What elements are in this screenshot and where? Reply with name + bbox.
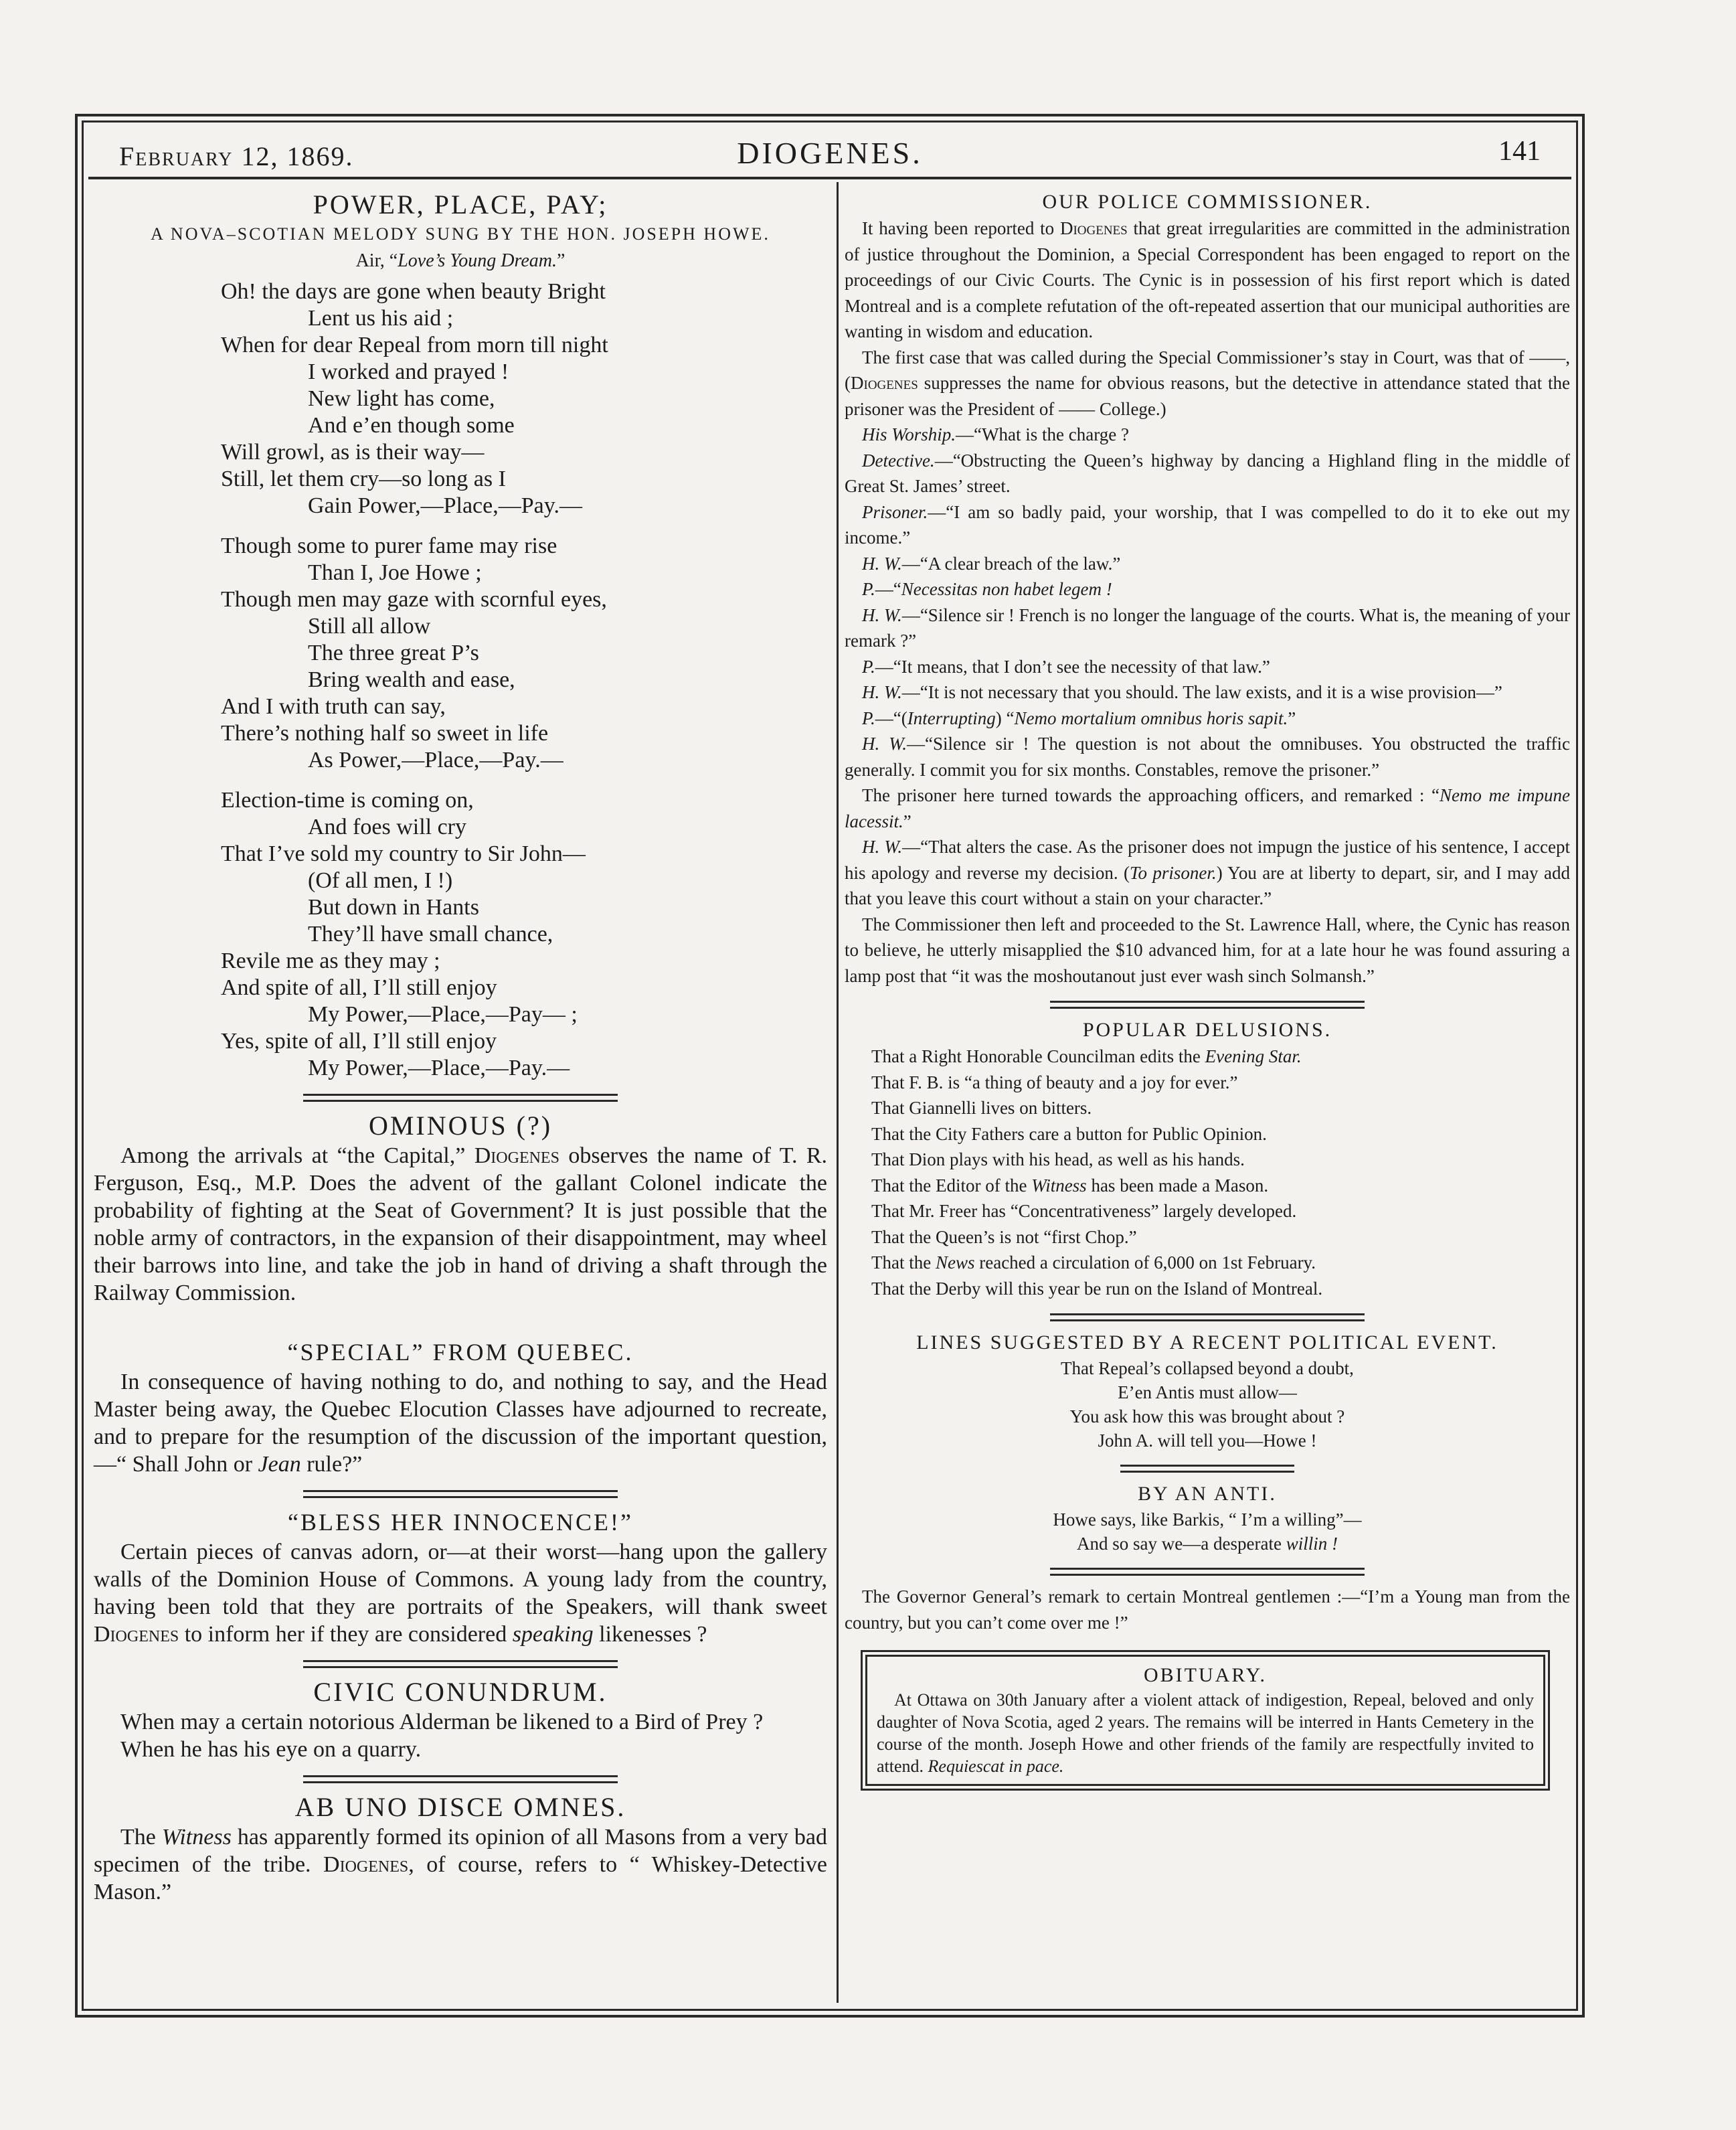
- poem-line: I worked and prayed !: [308, 359, 509, 384]
- verse-line: John A. will tell you—Howe !: [1098, 1430, 1317, 1451]
- right-column: [845, 189, 1570, 1791]
- article-body: [94, 1368, 827, 1478]
- poem-line: Still, let them cry—so long as I: [221, 467, 506, 491]
- poem-line: (Of all men, I !): [308, 868, 453, 893]
- poem-line: My Power,—Place,—Pay— ;: [308, 1002, 578, 1027]
- section-rule: [303, 1490, 618, 1498]
- article-title: BY AN ANTI.: [1138, 1483, 1277, 1505]
- section-rule: [303, 1660, 618, 1668]
- article-body: [94, 1538, 827, 1648]
- article-title: POPULAR DELUSIONS.: [1082, 1019, 1332, 1041]
- list-item: That the Editor of the Witness has been made a Mason.: [871, 1175, 1269, 1196]
- list-item: That the News reached a circulation of 6,000 on 1st February.: [871, 1252, 1316, 1273]
- paragraph: H. W.—“A clear breach of the law.”: [862, 553, 1121, 574]
- paragraph: Prisoner.—“I am so badly paid, your worship, that I was compelled to do it to eke out my income.”: [845, 501, 1570, 548]
- section-rule: [1120, 1465, 1294, 1473]
- column-divider: [837, 182, 839, 2003]
- poem-line: Lent us his aid ;: [308, 306, 454, 331]
- text-run: likenesses ?: [599, 1622, 707, 1647]
- article-popular-delusions: [845, 1017, 1570, 1301]
- stanza: [221, 278, 827, 519]
- page-header: [88, 129, 1571, 179]
- article-title: OUR POLICE COMMISSIONER.: [1042, 191, 1373, 213]
- paragraph: H. W.—“That alters the case. As the prisoner does not impugn the justice of his sentence, I accept his apology and reverse my decision. (To prisoner.) You are at liberty to depart, sir, and I may add that you leave this court without a stain on your character.”: [845, 837, 1570, 908]
- section-rule: [1050, 1313, 1365, 1321]
- page-number: 141: [1498, 136, 1541, 167]
- article-body: The Governor General’s remark to certain Montreal gentlemen :—“I’m a Young man from the country, but you can’t come over me !”: [845, 1586, 1570, 1633]
- air-suffix: ”: [556, 250, 566, 271]
- section-rule: [303, 1775, 618, 1783]
- article-subtitle: A NOVA–SCOTIAN MELODY SUNG BY THE HON. JOSEPH HOWE.: [151, 224, 770, 244]
- list-item: That the City Fathers care a button for Public Opinion.: [871, 1123, 1267, 1144]
- poem-line: Though some to purer fame may rise: [221, 534, 557, 558]
- masthead-title: DIOGENES.: [737, 136, 923, 170]
- poem-line: Oh! the days are gone when beauty Bright: [221, 279, 606, 304]
- issue-date: February 12, 1869.: [119, 141, 354, 171]
- article-title: LINES SUGGESTED BY A RECENT POLITICAL EVENT.: [916, 1331, 1498, 1354]
- poem-line: My Power,—Place,—Pay.—: [308, 1056, 570, 1080]
- poem-line: As Power,—Place,—Pay.—: [308, 748, 563, 772]
- obituary-body: [877, 1689, 1534, 1777]
- list-item: That Mr. Freer has “Concentrativeness” largely developed.: [871, 1201, 1297, 1221]
- delusion-list: [845, 1044, 1570, 1301]
- list-item: That the Queen’s is not “first Chop.”: [871, 1226, 1137, 1247]
- article-governor-general: [845, 1584, 1570, 1635]
- poem-line: Election-time is coming on,: [221, 788, 474, 813]
- text-run: The: [120, 1825, 156, 1850]
- article-bless-her-innocence: [94, 1506, 827, 1648]
- verse-line: That Repeal’s collapsed beyond a doubt,: [1061, 1358, 1354, 1378]
- poem-line: Yes, spite of all, I’ll still enjoy: [221, 1029, 497, 1054]
- list-item: That the Derby will this year be run on the Island of Montreal.: [871, 1278, 1323, 1299]
- section-rule: [1050, 1001, 1365, 1009]
- text-run: to inform her if they are considered: [184, 1622, 507, 1647]
- text-run: observes the name of T. R. Ferguson, Esq., M.P. Does the advent of the gallant Colonel indicate the probability of fighting at the Seat of Government? It is just possible that the noble army of contractors, in the expansion of their disappointment, may wheel their barrows into line, and take the job in hand of driving a shaft through the Railway Commission.: [94, 1143, 828, 1305]
- article-police-commissioner: [845, 189, 1570, 989]
- italic-run: Requiescat in pace.: [928, 1756, 1064, 1776]
- text-run: Certain pieces of canvas adorn, or—at their worst—hang upon the gallery walls of the Dominion House of Commons. A young lady from the country, having been told that they are portraits of the Speakers, will thank sweet: [94, 1540, 827, 1619]
- text-run: And so say we—a desperate: [1077, 1534, 1282, 1554]
- poem-line: New light has come,: [308, 386, 495, 411]
- verse-line: [845, 1532, 1570, 1556]
- poem-line: Still all allow: [308, 614, 431, 639]
- section-rule: [303, 1094, 618, 1102]
- stanza: [221, 787, 827, 1082]
- poem-line: Gain Power,—Place,—Pay.—: [308, 493, 583, 518]
- verse: [845, 1356, 1570, 1453]
- italic-run: Jean: [258, 1452, 301, 1477]
- poem-line: But down in Hants: [308, 895, 479, 920]
- article-body: [94, 1142, 827, 1307]
- article-title: AB UNO DISCE OMNES.: [294, 1792, 626, 1822]
- poem: [94, 278, 827, 1082]
- list-item: That Giannelli lives on bitters.: [871, 1098, 1092, 1118]
- obituary-box: [861, 1650, 1550, 1791]
- article-lines-suggested: [845, 1329, 1570, 1453]
- air-prefix: Air, “: [355, 250, 398, 271]
- paragraph: H. W.—“It is not necessary that you should. The law exists, and it is a wise provision—”: [862, 682, 1502, 702]
- left-column: [94, 189, 827, 1906]
- poem-line: That I’ve sold my country to Sir John—: [221, 841, 586, 866]
- article-title: OMINOUS (?): [368, 1111, 553, 1141]
- italic-run: willin !: [1286, 1534, 1338, 1554]
- list-item: That Dion plays with his head, as well as his hands.: [871, 1149, 1245, 1169]
- stanza: [221, 533, 827, 774]
- poem-line: And e’en though some: [308, 413, 515, 438]
- name-run: Diogenes,: [323, 1852, 414, 1877]
- poem-line: And spite of all, I’ll still enjoy: [221, 975, 497, 1000]
- conundrum-question: When may a certain notorious Alderman be likened to a Bird of Prey ?: [120, 1710, 764, 1734]
- poem-line: And foes will cry: [308, 815, 467, 839]
- poem-line: And I with truth can say,: [221, 694, 446, 719]
- paragraph: Detective.—“Obstructing the Queen’s highway by dancing a Highland fling in the middle of Great St. James’ street.: [845, 450, 1570, 496]
- article-body: [845, 216, 1570, 989]
- air-title: Love’s Young Dream.: [398, 250, 557, 271]
- text-run: In consequence of having nothing to do, and nothing to say, and the Head Master being away, the Quebec Elocution Classes have adjourned to recreate, and to prepare for the resumption of the discussion of the important question,—“ Shall John or: [94, 1370, 827, 1477]
- paragraph: P.—“(Interrupting) “Nemo mortalium omnibus horis sapit.”: [862, 708, 1296, 728]
- poem-line: The three great P’s: [308, 641, 479, 665]
- verse-line: Howe says, like Barkis, “ I’m a willing”—: [1053, 1509, 1362, 1530]
- name-run: Diogenes: [94, 1622, 179, 1647]
- paragraph: P.—“Necessitas non habet legem !: [862, 579, 1112, 599]
- paragraph: P.—“It means, that I don’t see the necessity of that law.”: [862, 656, 1270, 677]
- conundrum-answer: When he has his eye on a quarry.: [120, 1737, 422, 1762]
- poem-line: Revile me as they may ;: [221, 949, 440, 973]
- text-run: rule?”: [307, 1452, 363, 1477]
- text-run: At Ottawa on 30th January after a violent attack of indigestion, Repeal, beloved and only daughter of Nova Scotia, aged 2 years. The remains will be interred in Hants Cemetery in the course of the month. Joseph Howe and other friends of the family are respectfully invited to attend.: [877, 1690, 1534, 1776]
- paragraph: H. W.—“Silence sir ! The question is not about the omnibuses. You obstructed the traffic generally. I commit you for six months. Constables, remove the prisoner.”: [845, 734, 1570, 780]
- paragraph: The first case that was called during the Special Commissioner’s stay in Court, was that of ——, (Diogenes suppresses the name for obvious reasons, but the detective in attendance stated that the prisoner was the President of —— College.): [845, 347, 1570, 419]
- paragraph: His Worship.—“What is the charge ?: [862, 424, 1129, 444]
- text-run: has apparently formed its opinion of all Masons from a very bad specimen of the tribe.: [94, 1825, 828, 1877]
- section-rule: [1050, 1568, 1365, 1576]
- list-item: That a Right Honorable Councilman edits the Evening Star.: [871, 1046, 1302, 1066]
- poem-line: There’s nothing half so sweet in life: [221, 721, 549, 746]
- verse-line: E’en Antis must allow—: [1118, 1382, 1297, 1402]
- poem-line: They’ll have small chance,: [308, 922, 553, 947]
- italic-run: Witness: [161, 1825, 232, 1850]
- poem-line: When for dear Repeal from morn till night: [221, 333, 608, 357]
- article-special-from-quebec: [94, 1336, 827, 1478]
- air-line: [94, 248, 827, 274]
- paragraph: It having been reported to Diogenes that great irregularities are committed in the administration of justice throughout the Dominion, a Special Correspondent has been engaged to report on the proceedings of our Civic Courts. The Cynic is in possession of his first report which is dated Montreal and is a complete refutation of the oft-repeated assertion that our municipal authorities are wanting in wisdom and education.: [845, 218, 1570, 341]
- article-ab-uno: [94, 1791, 827, 1906]
- obituary-title: OBITUARY.: [1144, 1664, 1267, 1686]
- list-item: That F. B. is “a thing of beauty and a joy for ever.”: [871, 1072, 1238, 1092]
- poem-line: Though men may gaze with scornful eyes,: [221, 587, 607, 612]
- paragraph: The Commissioner then left and proceeded to the St. Lawrence Hall, where, the Cynic has reason to believe, he utterly misapplied the $10 advanced him, for at a late hour he was found assuring a lamp post that “it was the moshoutanout just ever wash sinch Solmansh.”: [845, 914, 1570, 986]
- paragraph: The prisoner here turned towards the approaching officers, and remarked : “Nemo me impune lacessit.”: [845, 785, 1570, 831]
- article-civic-conundrum: [94, 1676, 827, 1763]
- verse-line: You ask how this was brought about ?: [1069, 1406, 1345, 1426]
- article-title: “SPECIAL” FROM QUEBEC.: [287, 1339, 634, 1366]
- article-power-place-pay: [94, 189, 827, 1082]
- text-run: of course, refers to “ Whiskey-Detective Mason.”: [94, 1852, 828, 1904]
- article-by-an-anti: [845, 1481, 1570, 1556]
- text-run: Among the arrivals at “the Capital,”: [120, 1143, 466, 1168]
- poem-line: Bring wealth and ease,: [308, 667, 515, 692]
- article-title: “BLESS HER INNOCENCE!”: [288, 1509, 633, 1536]
- name-run: Diogenes: [474, 1143, 559, 1168]
- paragraph: H. W.—“Silence sir ! French is no longer the language of the courts. What is, the meaning of your remark ?”: [845, 604, 1571, 651]
- poem-line: Will growl, as is their way—: [221, 440, 485, 465]
- article-title: POWER, PLACE, PAY;: [313, 189, 608, 220]
- poem-line: Than I, Joe Howe ;: [308, 560, 482, 585]
- article-ominous: [94, 1110, 827, 1307]
- article-body: [94, 1823, 827, 1906]
- article-title: CIVIC CONUNDRUM.: [313, 1677, 608, 1707]
- italic-run: speaking: [512, 1622, 594, 1647]
